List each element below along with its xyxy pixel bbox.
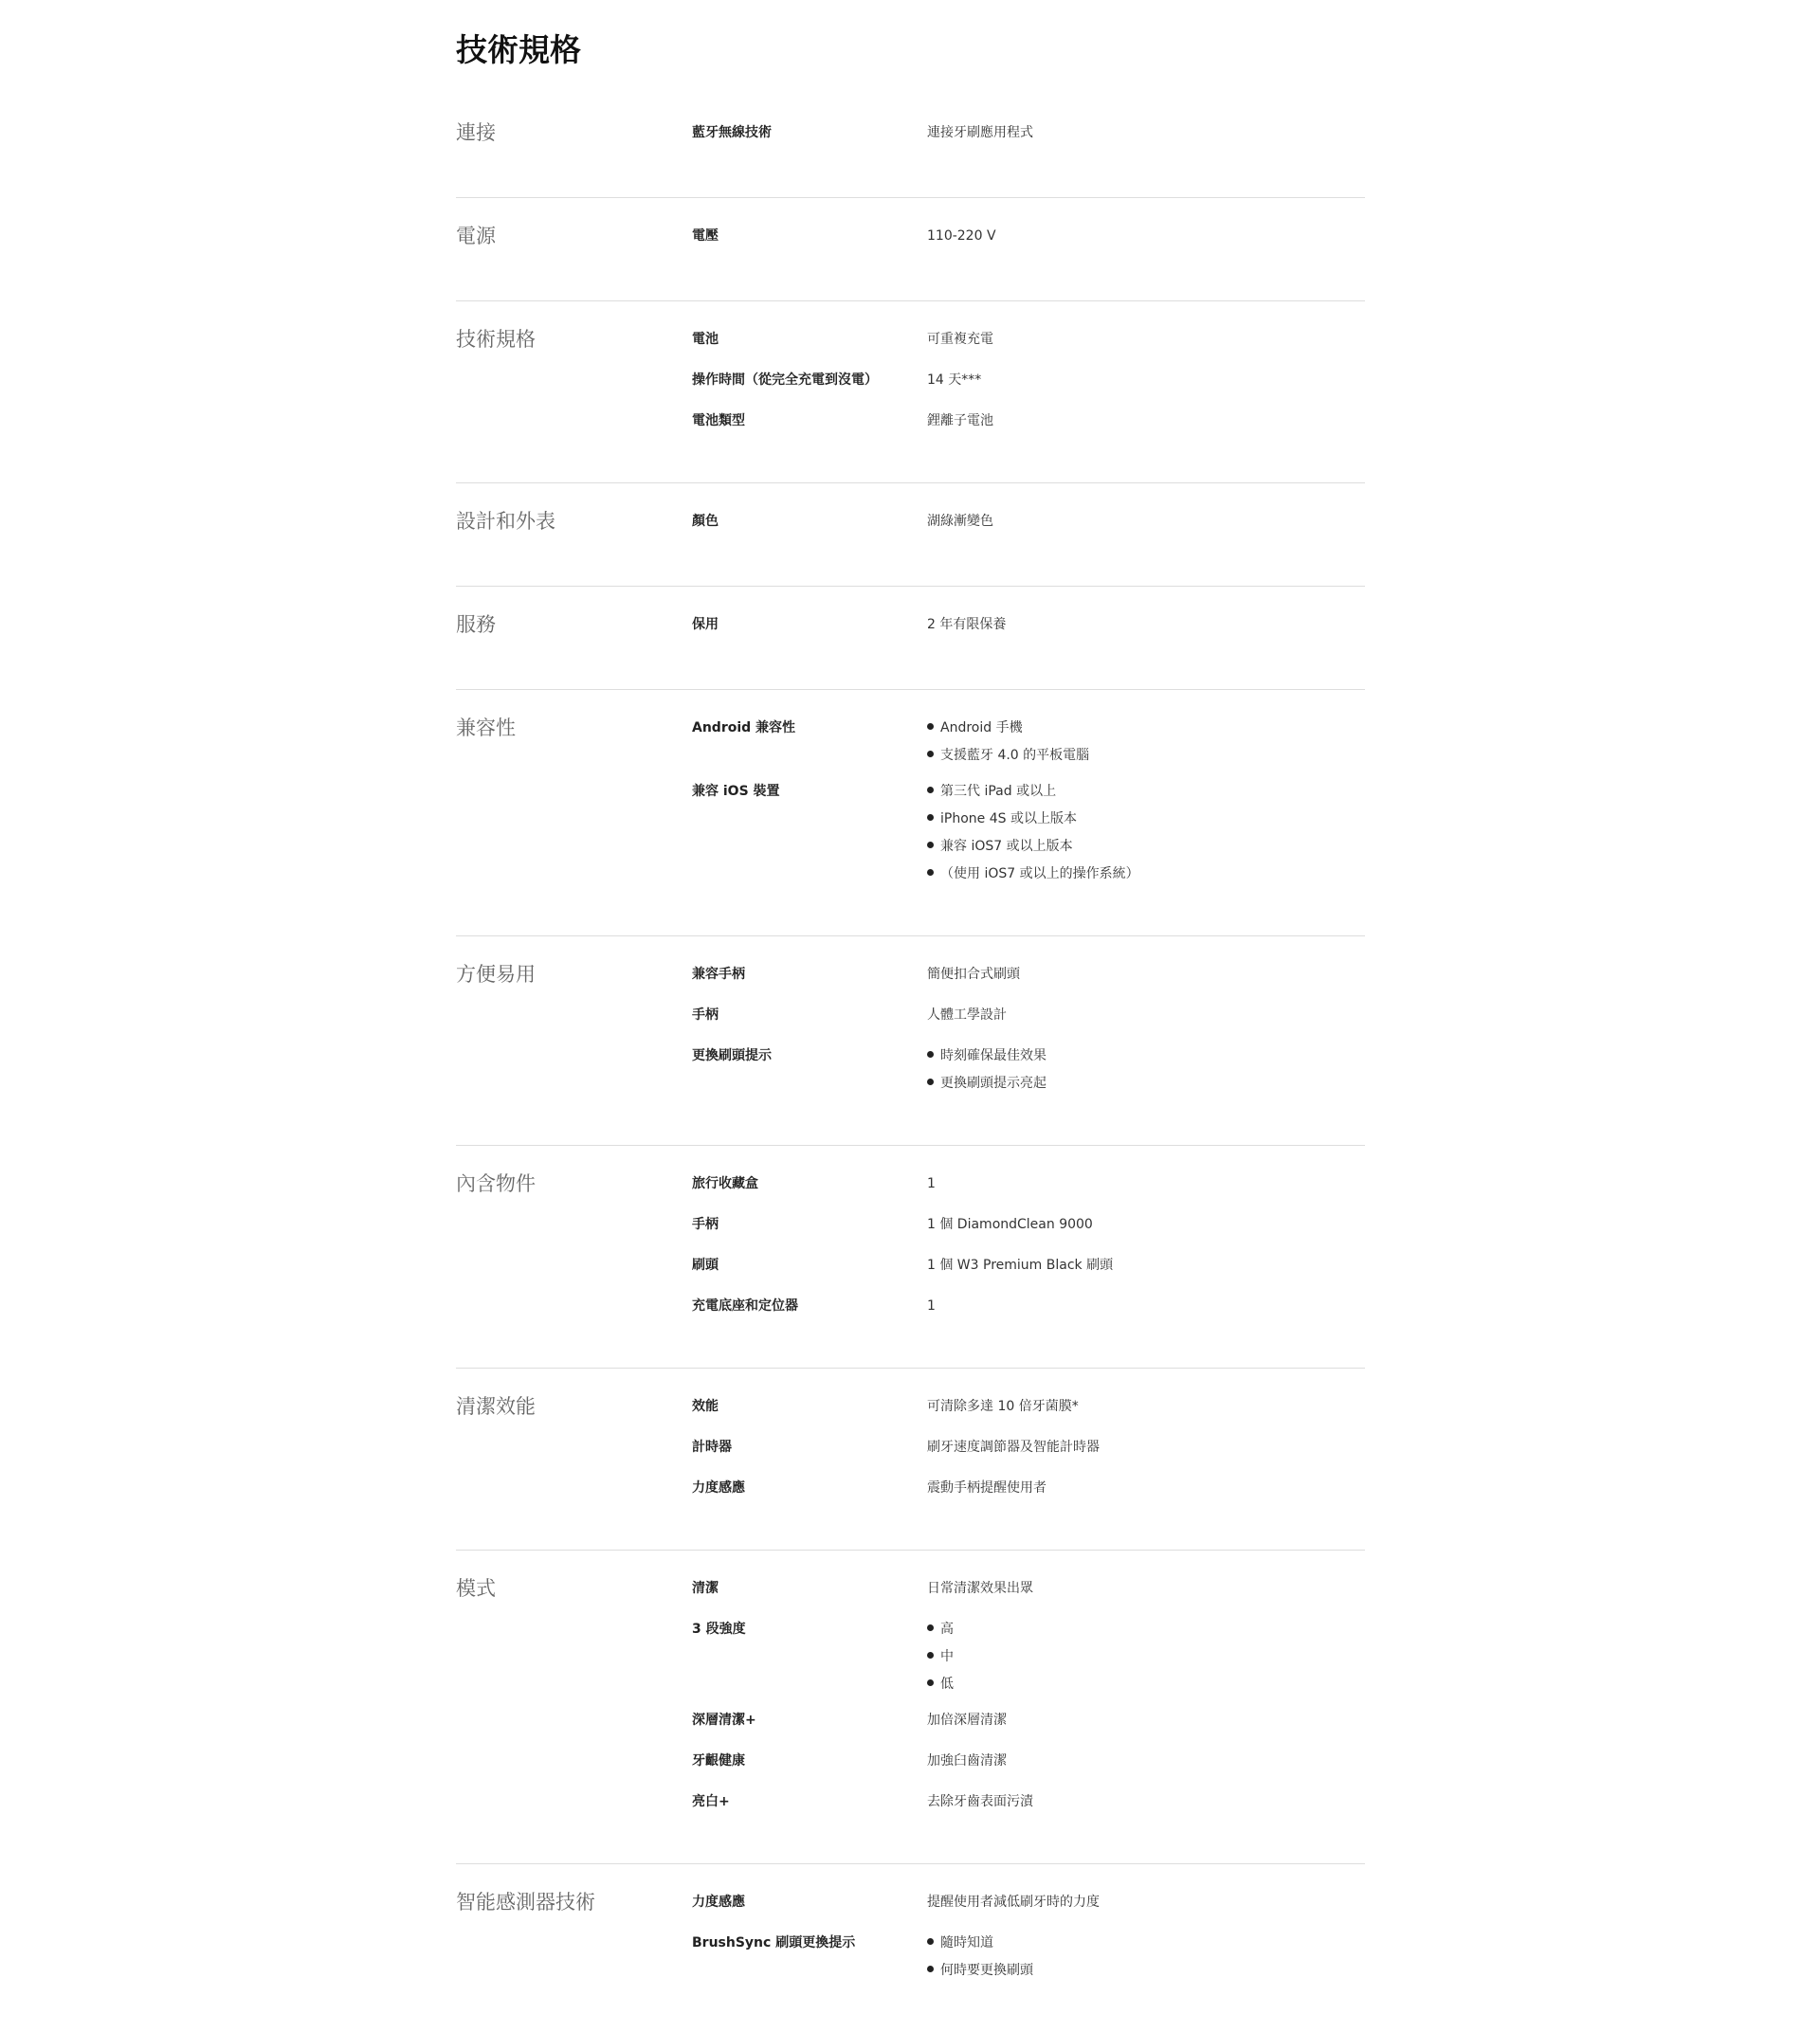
spec-value: 110-220 V — [927, 228, 996, 244]
spec-row — [692, 617, 1365, 633]
bullet-list-item — [927, 784, 1365, 800]
spec-value-list — [927, 720, 1365, 764]
spec-category-title: 清潔效能 — [456, 1395, 536, 1418]
spec-category-title: 服務 — [456, 613, 496, 636]
spec-row — [692, 1713, 1365, 1753]
bullet-icon — [927, 751, 934, 757]
spec-label: 更換刷頭提示 — [692, 1048, 772, 1063]
bullet-text: 第三代 iPad 或以上 — [940, 784, 1057, 799]
bullet-icon — [927, 1679, 934, 1686]
spec-category-title: 設計和外表 — [456, 510, 555, 533]
spec-label: 電壓 — [692, 228, 719, 244]
spec-row — [692, 125, 1365, 141]
spec-label: 保用 — [692, 617, 719, 632]
bullet-icon — [927, 1079, 934, 1085]
bullet-list-item — [927, 1935, 1365, 1951]
bullet-icon — [927, 787, 934, 793]
spec-category-title: 電源 — [456, 225, 496, 247]
spec-section — [456, 717, 1365, 936]
spec-rows — [692, 1176, 1365, 1315]
spec-row — [692, 332, 1365, 372]
spec-row — [692, 1258, 1365, 1298]
bullet-text: 何時要更換刷頭 — [940, 1963, 1033, 1978]
spec-rows — [692, 617, 1365, 636]
spec-label: 兼容手柄 — [692, 967, 745, 982]
spec-label: 顏色 — [692, 514, 719, 529]
spec-label: 清潔 — [692, 1581, 719, 1596]
bullet-list-item — [927, 866, 1365, 882]
spec-rows — [692, 125, 1365, 144]
spec-row — [692, 720, 1365, 784]
bullet-list-item — [927, 1649, 1365, 1665]
bullet-text: 更換刷頭提示亮起 — [940, 1076, 1046, 1091]
spec-value-list — [927, 1622, 1365, 1693]
spec-row — [692, 413, 1365, 429]
spec-row — [692, 372, 1365, 413]
spec-section — [456, 328, 1365, 483]
spec-value: 湖綠漸變色 — [927, 514, 993, 529]
bullet-list-item — [927, 811, 1365, 827]
spec-value: 1 個 W3 Premium Black 刷頭 — [927, 1258, 1114, 1273]
spec-label: 藍牙無線技術 — [692, 125, 772, 140]
spec-value: 刷牙速度調節器及智能計時器 — [927, 1440, 1100, 1455]
bullet-icon — [927, 1966, 934, 1972]
spec-row — [692, 1440, 1365, 1480]
spec-row — [692, 1480, 1365, 1497]
bullet-icon — [927, 1652, 934, 1659]
spec-rows — [692, 228, 1365, 247]
spec-value: 1 — [927, 1298, 936, 1314]
spec-label: 充電底座和定位器 — [692, 1298, 798, 1314]
bullet-icon — [927, 842, 934, 848]
bullet-text: 時刻確保最佳效果 — [940, 1048, 1046, 1063]
bullet-text: 低 — [940, 1677, 954, 1692]
spec-page — [456, 0, 1365, 2032]
spec-value: 1 — [927, 1176, 936, 1191]
spec-value: 加倍深層清潔 — [927, 1713, 1007, 1728]
spec-section — [456, 963, 1365, 1146]
spec-row — [692, 967, 1365, 1007]
spec-sections — [456, 121, 1365, 2032]
bullet-list-item — [927, 1677, 1365, 1693]
spec-label: 牙齦健康 — [692, 1753, 745, 1769]
bullet-icon — [927, 814, 934, 821]
bullet-icon — [927, 1051, 934, 1058]
spec-value: 提醒使用者減低刷牙時的力度 — [927, 1895, 1100, 1910]
spec-value: 去除牙齒表面污漬 — [927, 1794, 1033, 1809]
spec-section — [456, 121, 1365, 198]
spec-section — [456, 1172, 1365, 1369]
bullet-icon — [927, 869, 934, 876]
spec-section — [456, 1577, 1365, 1864]
spec-section — [456, 225, 1365, 301]
spec-label: 手柄 — [692, 1217, 719, 1232]
spec-value: 震動手柄提醒使用者 — [927, 1480, 1046, 1496]
spec-value: 簡便扣合式刷頭 — [927, 967, 1020, 982]
bullet-list — [927, 1622, 1365, 1693]
spec-row — [692, 1176, 1365, 1217]
spec-label: 電池 — [692, 332, 719, 347]
spec-value: 2 年有限保養 — [927, 617, 1007, 632]
bullet-text: 中 — [940, 1649, 954, 1664]
spec-label: 效能 — [692, 1399, 719, 1414]
spec-section — [456, 1395, 1365, 1551]
spec-label: 深層清潔+ — [692, 1713, 756, 1728]
spec-label: 力度感應 — [692, 1895, 745, 1910]
bullet-icon — [927, 1624, 934, 1631]
spec-label: 手柄 — [692, 1007, 719, 1023]
bullet-list-item — [927, 1076, 1365, 1092]
spec-section — [456, 1891, 1365, 2032]
spec-category-title: 內含物件 — [456, 1172, 536, 1195]
bullet-list — [927, 720, 1365, 764]
spec-label: 兼容 iOS 裝置 — [692, 784, 780, 799]
spec-value: 日常清潔效果出眾 — [927, 1581, 1033, 1596]
spec-row — [692, 1048, 1365, 1092]
spec-row — [692, 1622, 1365, 1713]
spec-row — [692, 1794, 1365, 1810]
bullet-icon — [927, 1938, 934, 1945]
bullet-list-item — [927, 839, 1365, 855]
spec-row — [692, 784, 1365, 882]
spec-row — [692, 1298, 1365, 1315]
bullet-list-item — [927, 1963, 1365, 1979]
page-title: 技術規格 — [456, 31, 581, 68]
bullet-text: Android 手機 — [940, 720, 1023, 735]
spec-value: 可清除多達 10 倍牙菌膜* — [927, 1399, 1079, 1414]
bullet-list-item — [927, 720, 1365, 736]
spec-value-list — [927, 784, 1365, 882]
spec-label: BrushSync 刷頭更換提示 — [692, 1935, 856, 1950]
spec-rows — [692, 514, 1365, 533]
spec-section — [456, 510, 1365, 587]
bullet-text: iPhone 4S 或以上版本 — [940, 811, 1077, 826]
spec-label: 3 段強度 — [692, 1622, 746, 1637]
spec-row — [692, 1399, 1365, 1440]
spec-row — [692, 1753, 1365, 1794]
spec-value-list — [927, 1048, 1365, 1092]
spec-row — [692, 1217, 1365, 1258]
spec-row — [692, 1007, 1365, 1048]
bullet-list-item — [927, 748, 1365, 764]
spec-category-title: 智能感測器技術 — [456, 1891, 595, 1914]
spec-value: 連接牙刷應用程式 — [927, 125, 1033, 140]
spec-rows — [692, 332, 1365, 429]
spec-row — [692, 514, 1365, 530]
spec-label: 旅行收藏盒 — [692, 1176, 758, 1191]
spec-value: 可重複充電 — [927, 332, 993, 347]
spec-label: Android 兼容性 — [692, 720, 796, 735]
spec-label: 刷頭 — [692, 1258, 719, 1273]
spec-category-title: 連接 — [456, 121, 496, 144]
bullet-text: （使用 iOS7 或以上的操作系統） — [940, 866, 1139, 881]
spec-category-title: 兼容性 — [456, 717, 516, 739]
spec-value: 加強臼齒清潔 — [927, 1753, 1007, 1769]
spec-value: 人體工學設計 — [927, 1007, 1007, 1023]
spec-row — [692, 1935, 1365, 1979]
bullet-list — [927, 1048, 1365, 1092]
bullet-text: 高 — [940, 1622, 954, 1637]
bullet-text: 支援藍牙 4.0 的平板電腦 — [940, 748, 1090, 763]
spec-category-title: 方便易用 — [456, 963, 536, 986]
spec-row — [692, 228, 1365, 245]
spec-value-list — [927, 1935, 1365, 1979]
spec-rows — [692, 967, 1365, 1092]
bullet-text: 隨時知道 — [940, 1935, 993, 1950]
spec-category-title: 模式 — [456, 1577, 496, 1600]
bullet-list-item — [927, 1622, 1365, 1638]
spec-value: 14 天*** — [927, 372, 982, 388]
bullet-icon — [927, 723, 934, 730]
spec-rows — [692, 1399, 1365, 1497]
bullet-list — [927, 1935, 1365, 1979]
bullet-list — [927, 784, 1365, 882]
spec-label: 計時器 — [692, 1440, 732, 1455]
spec-value: 1 個 DiamondClean 9000 — [927, 1217, 1093, 1232]
spec-row — [692, 1581, 1365, 1622]
spec-rows — [692, 1895, 1365, 1979]
spec-category-title: 技術規格 — [456, 328, 536, 351]
spec-rows — [692, 1581, 1365, 1810]
spec-value: 鋰離子電池 — [927, 413, 993, 428]
spec-row — [692, 1895, 1365, 1935]
spec-label: 力度感應 — [692, 1480, 745, 1496]
spec-label: 操作時間（從完全充電到沒電） — [692, 372, 878, 388]
spec-rows — [692, 720, 1365, 882]
spec-label: 亮白+ — [692, 1794, 730, 1809]
bullet-text: 兼容 iOS7 或以上版本 — [940, 839, 1073, 854]
spec-section — [456, 613, 1365, 690]
bullet-list-item — [927, 1048, 1365, 1064]
spec-label: 電池類型 — [692, 413, 745, 428]
